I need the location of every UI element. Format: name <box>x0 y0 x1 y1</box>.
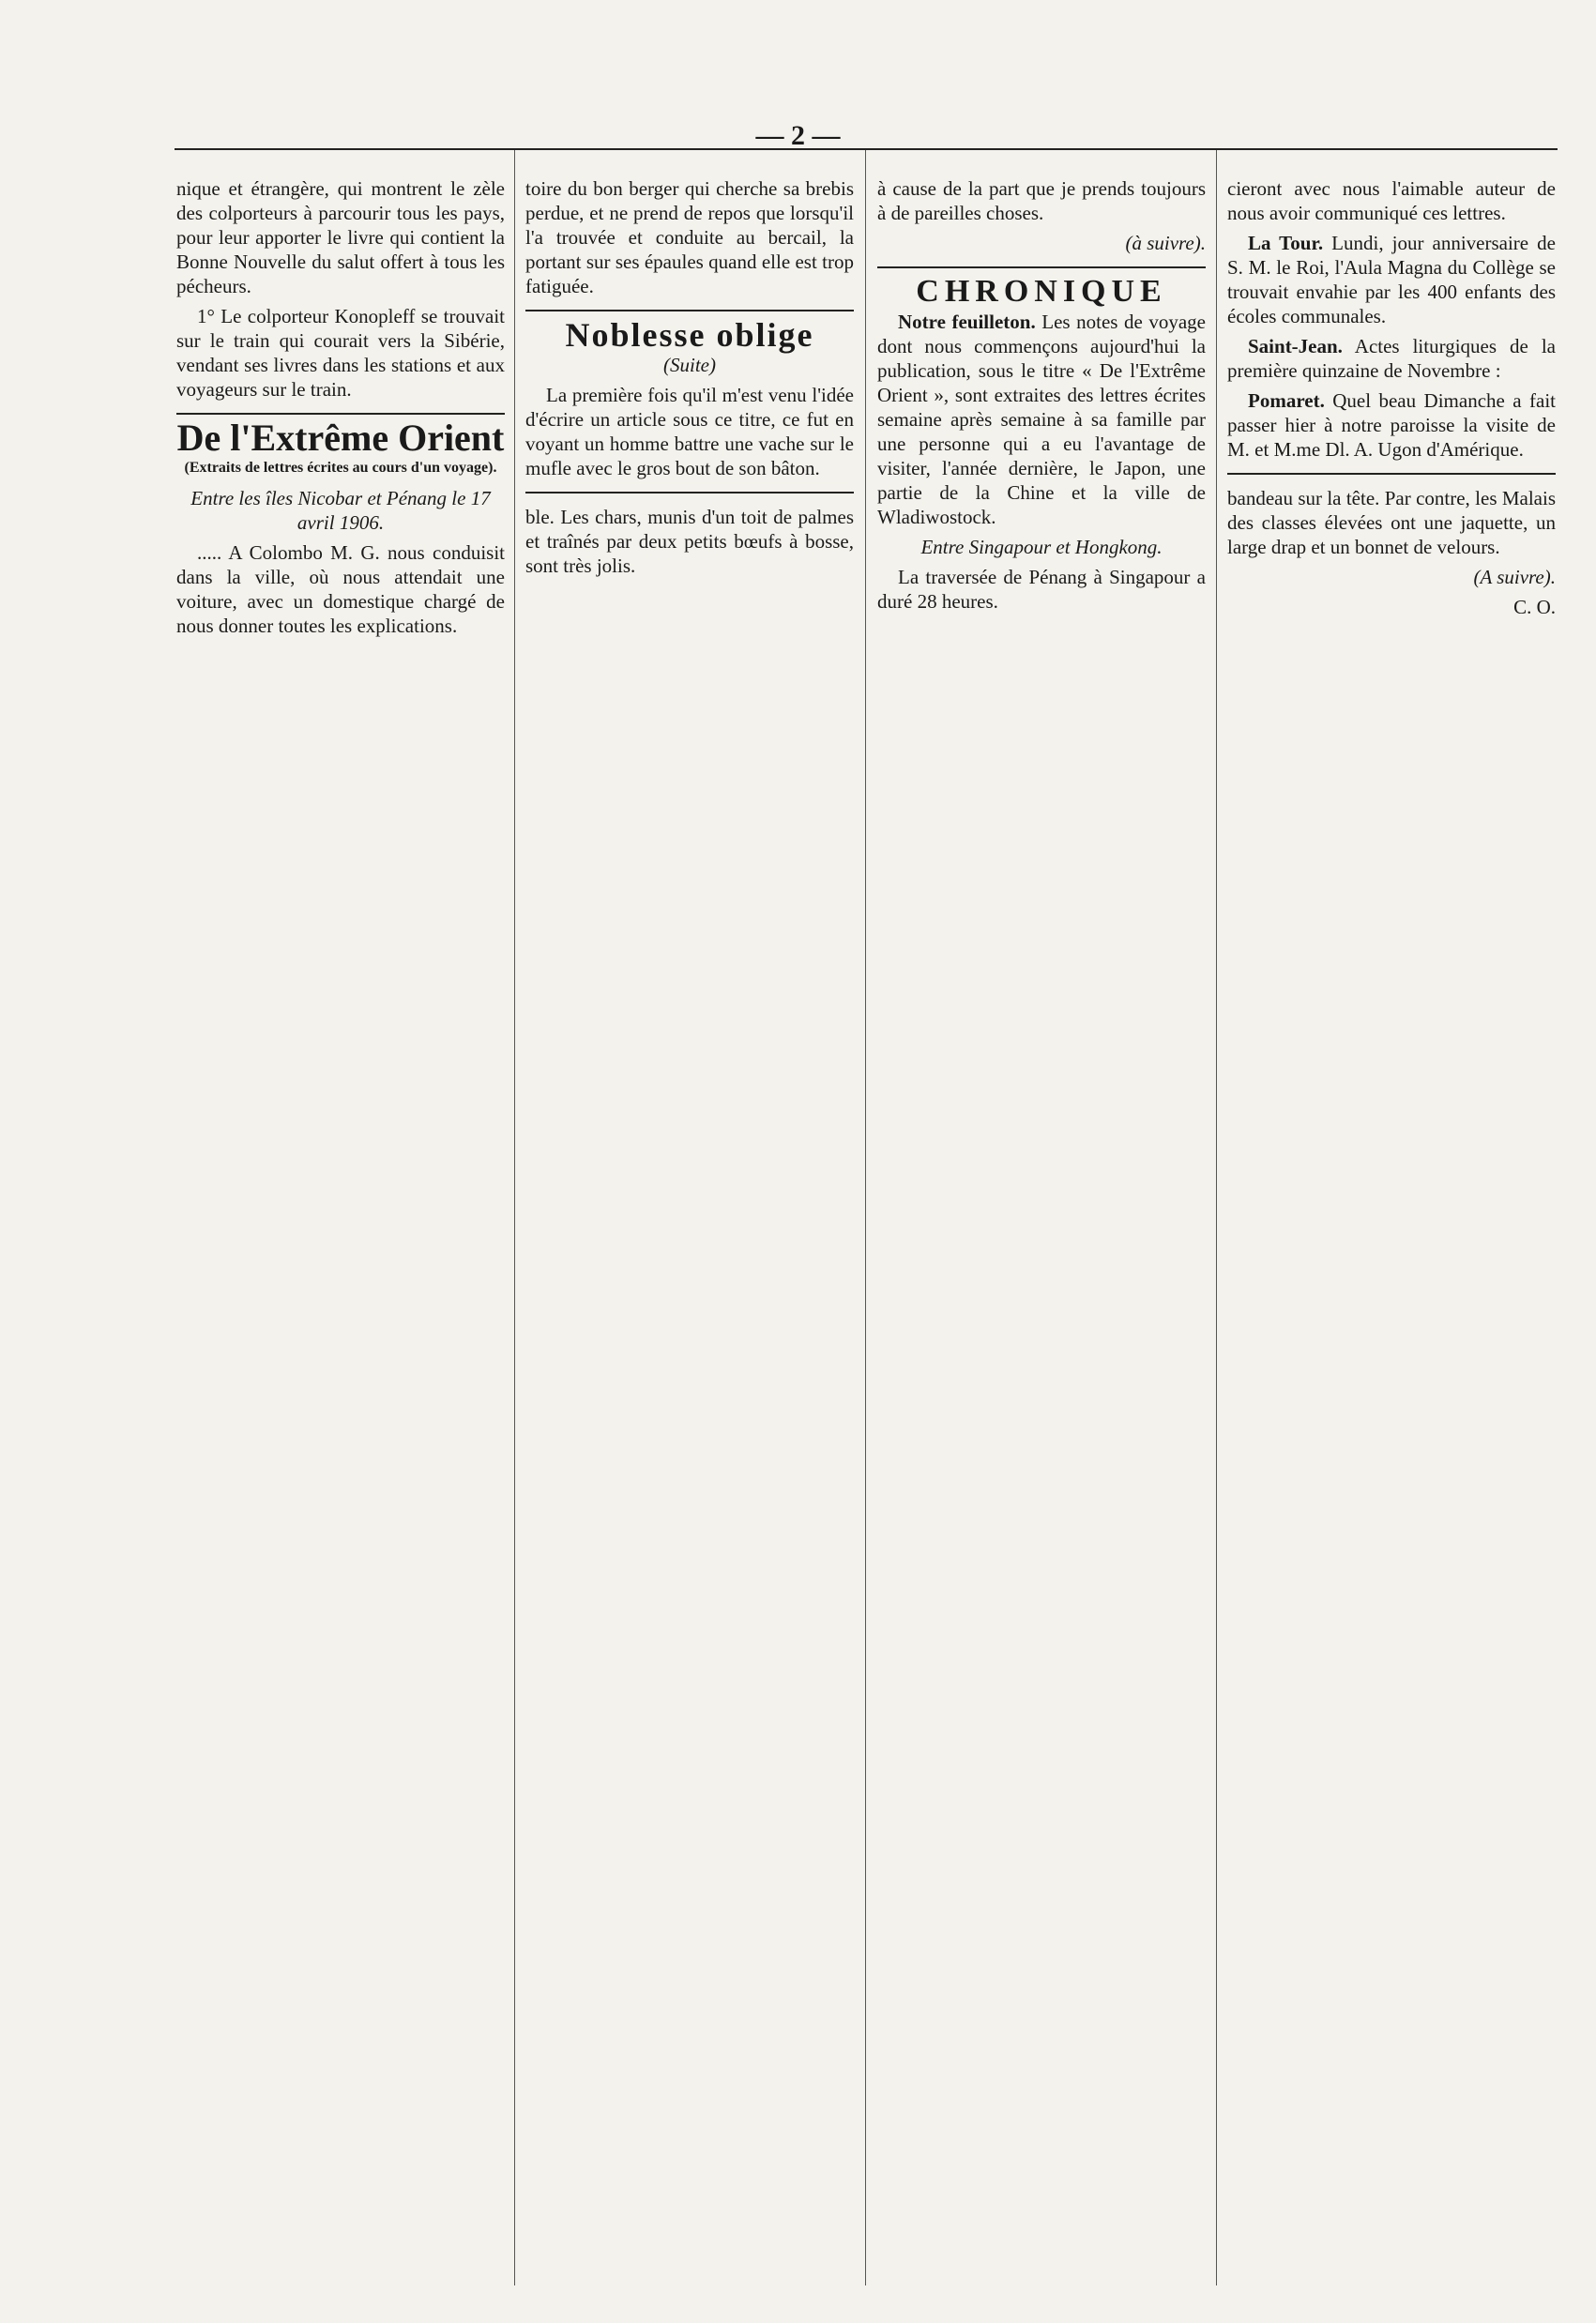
paragraph-lead: Pomaret. <box>1248 389 1325 412</box>
paragraph-lead: La Tour. <box>1248 232 1324 254</box>
to-be-continued: (A suivre). <box>1473 566 1556 588</box>
paragraph: bandeau sur la tête. Par contre, les Malais des classes élevées ont une jaquette, un large drap et un bonnet de velours. <box>1227 487 1556 558</box>
column-3 <box>877 176 1206 619</box>
section-rule <box>525 310 854 311</box>
column-1 <box>176 176 505 644</box>
paragraph-lead: Saint-Jean. <box>1248 335 1343 357</box>
dateline: Entre Singapour et Hongkong. <box>920 536 1163 558</box>
to-be-continued: (à suivre). <box>1125 232 1206 254</box>
column-2 <box>525 176 854 584</box>
column-divider <box>1216 150 1217 2285</box>
column-divider <box>865 150 866 2285</box>
paragraph-text: Actes liturgiques de la première quinzaine de Novembre : <box>1227 335 1556 382</box>
paragraph: ble. Les chars, munis d'un toit de palmes et traînés par deux petits bœufs à bosse, sont très jolis. <box>525 506 854 577</box>
paragraph: toire du bon berger qui cherche sa brebis perdue, et ne prend de repos que lorsqu'il l'a trouvée et conduite au bercail, la portant sur ses épaules quand elle est trop fatiguée. <box>525 177 854 297</box>
paragraph-text: Les notes de voyage dont nous commençons aujourd'hui la publication, sous le titre « De l'Extrême Orient », sont extraites des lettres écrites semaine après semaine à sa famille par une personne qui a eu l'avantage de visiter, l'année dernière, le Japon, une partie de la Chine et la ville de Wladiwostock. <box>877 311 1206 528</box>
section-heading: CHRONIQUE <box>916 274 1167 309</box>
paragraph <box>1227 334 1556 383</box>
page-number: — 2 — <box>755 120 841 151</box>
paragraph: 1° Le colporteur Konopleff se trouvait sur le train qui courait vers la Sibérie, vendant ses livres dans les stations et aux voyageurs sur le train. <box>176 305 505 401</box>
article-heading: Noblesse oblige <box>565 316 814 354</box>
paragraph-text: Quel beau Dimanche a fait passer hier à notre paroisse la visite de M. et M.me Dl. A. Ugon d'Amérique. <box>1227 389 1556 461</box>
paragraph-lead: Notre feuilleton. <box>898 311 1036 333</box>
article-heading: De l'Extrême Orient <box>176 417 505 459</box>
section-rule <box>176 413 505 415</box>
author-initials: C. O. <box>1513 596 1556 618</box>
section-rule <box>877 266 1206 268</box>
section-rule <box>1227 473 1556 475</box>
paragraph <box>1227 388 1556 462</box>
paragraph: La traversée de Pénang à Singapour a duré 28 heures. <box>877 566 1206 613</box>
top-rule <box>175 148 1558 150</box>
paragraph: nique et étrangère, qui montrent le zèle des colporteurs à parcourir tous les pays, pour leur apporter le livre qui contient la Bonne Nouvelle du salut offert à tous les pécheurs. <box>176 177 505 297</box>
article-subheading: (Extraits de lettres écrites au cours d'un voyage). <box>184 460 497 476</box>
paragraph: cieront avec nous l'aimable auteur de nous avoir communiqué ces lettres. <box>1227 177 1556 224</box>
paragraph: La première fois qu'il m'est venu l'idée d'écrire un article sous ce titre, ce fut en voyant un homme battre une vache sur le mufle avec le gros bout de son bâton. <box>525 384 854 479</box>
section-rule <box>525 492 854 493</box>
paragraph: ..... A Colombo M. G. nous conduisit dans la ville, où nous attendait une voiture, avec un domestique chargé de nous donner toutes les explications. <box>176 541 505 637</box>
column-4 <box>1227 176 1556 625</box>
paragraph: à cause de la part que je prends toujours à de pareilles choses. <box>877 177 1206 224</box>
paragraph <box>877 310 1206 529</box>
article-subheading: (Suite) <box>663 354 716 376</box>
dateline: Entre les îles Nicobar et Pénang le 17 avril 1906. <box>190 487 491 534</box>
column-divider <box>514 150 515 2285</box>
paragraph-text: Lundi, jour anniversaire de S. M. le Roi, l'Aula Magna du Collège se trouvait envahie par les 400 enfants des écoles communales. <box>1227 232 1557 327</box>
paragraph <box>1227 231 1556 328</box>
